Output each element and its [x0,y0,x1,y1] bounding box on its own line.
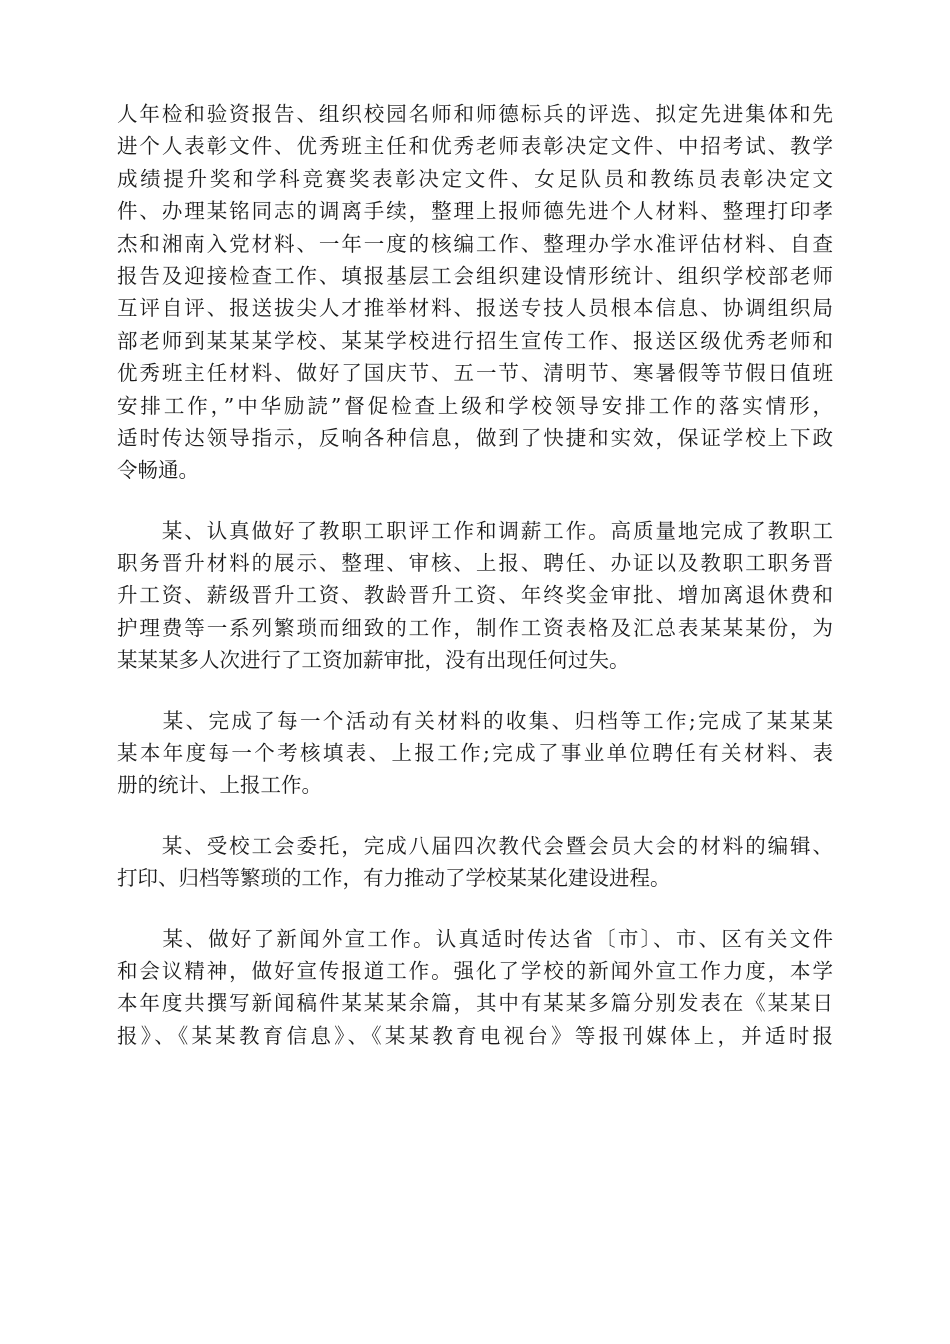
text-line: 优秀班主任材料、做好了国庆节、五一节、清明节、寒暑假等节假日值班 [117,361,833,386]
text-line: 安排工作，”中华励読”督促检查上级和学校领导安排工作的落实情形， [117,393,833,418]
text-line: 职务晋升材料的展示、整理、审核、上报、聘任、办证以及教职工职务晋 [117,551,833,576]
text-line: 本年度共撰写新闻稿件某某某余篇，其中有某某多篇分别发表在《某某日 [117,991,833,1016]
text-line: 和会议精神，做好宣传报道工作。强化了学校的新闻外宣工作力度，本学 [117,958,833,983]
text-line: 杰和湘南入党材料、一年一度的核编工作、整理办学水准评估材料、自查 [117,231,833,256]
text-line: 某、做好了新闻外宣工作。认真适时传达省〔市〕、市、区有关文件 [117,926,833,951]
document-body [117,98,833,1052]
text-line: 件、办理某铭同志的调离手续，整理上报师德先进个人材料、整理打印孝 [117,199,833,224]
text-line: 升工资、薪级晋升工资、教龄晋升工资、年终奖金审批、增加离退休费和 [117,583,833,608]
text-line: 令畅通。 [117,458,199,483]
paragraph-2 [117,515,833,677]
text-line: 打印、归档等繁琐的工作，有力推动了学校某某化建设进程。 [117,866,671,891]
text-line: 部老师到某某某学校、某某学校进行招生宣传工作、报送区级优秀老师和 [117,328,833,353]
text-line: 人年检和验资报告、组织校园名师和师德标兵的评选、拟定先进集体和先 [117,102,833,126]
text-line: 进个人表彰文件、优秀班主任和优秀老师表彰决定文件、中招考试、教学 [117,134,833,159]
text-line: 某、完成了每一个活动有关材料的收集、归档等工作;完成了某某某 [117,708,833,733]
text-line: 某、认真做好了教职工职评工作和调薪工作。高质量地完成了教职工 [117,518,833,543]
paragraph-spacer [117,802,833,830]
text-line: 互评自评、报送拔尖人才推举材料、报送专技人员根本信息、协调组织局 [117,296,833,321]
text-line: 报告及迎接检查工作、填报基层工会组织建设情形统计、组织学校部老师 [117,263,833,288]
text-line: 护理费等一系列繁琐而细致的工作，制作工资表格及汇总表某某某份，为 [117,615,833,640]
paragraph-spacer [117,677,833,705]
paragraph-5 [117,923,833,1053]
text-line: 册的统计、上报工作。 [117,773,322,798]
text-line: 适时传达领导指示，反响各种信息，做到了快捷和实效，保证学校上下政 [117,425,833,450]
paragraph-4 [117,830,833,895]
text-line: 某、受校工会委托，完成八届四次教代会暨会员大会的材料的编辑、 [117,833,833,858]
paragraph-1 [117,98,833,487]
paragraph-spacer [117,487,833,515]
text-line: 报》、《某某教育信息》、《某某教育电视台》等报刊媒体上，并适时报 [117,1023,833,1048]
paragraph-3 [117,705,833,802]
text-line: 某某某多人次进行了工资加薪审批，没有出现任何过失。 [117,648,630,673]
text-line: 成绩提升奖和学科竞赛奖表彰决定文件、女足队员和教练员表彰决定文 [117,166,833,191]
text-line: 某本年度每一个考核填表、上报工作;完成了事业单位聘任有关材料、表 [117,741,833,766]
paragraph-spacer [117,895,833,923]
